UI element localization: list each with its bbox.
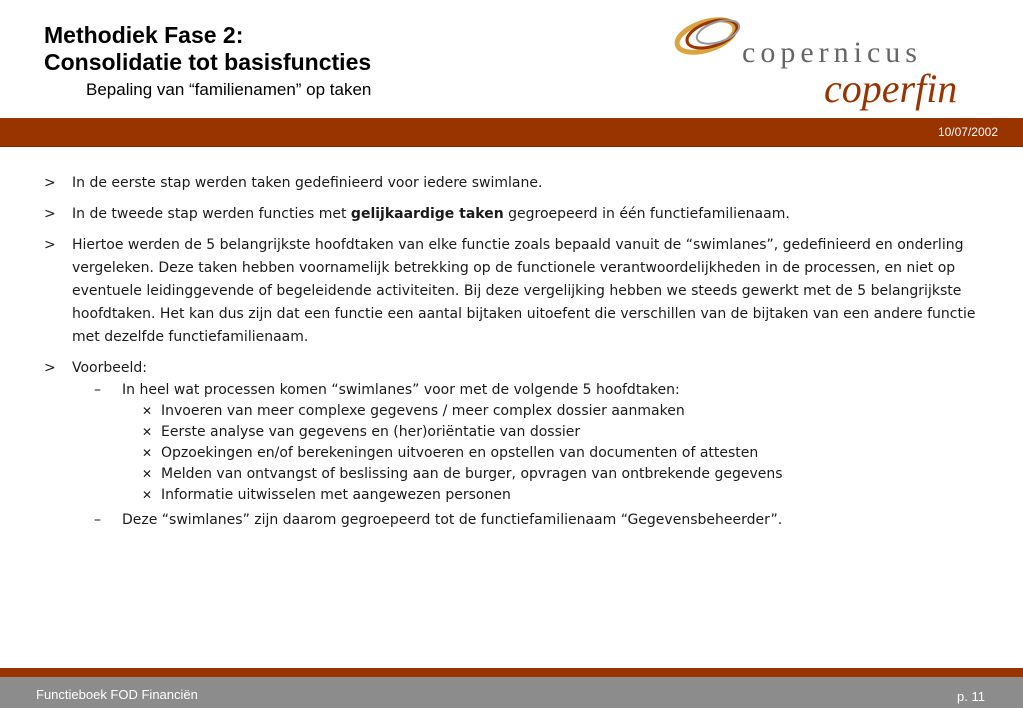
- task-text: Melden van ontvangst of beslissing aan de burger, opvragen van ontbrekende gegevens: [161, 466, 783, 482]
- bullet-text-bold: gelijkaardige taken: [350, 206, 504, 222]
- task-text: Invoeren van meer complexe gegevens / meer complex dossier aanmaken: [161, 403, 685, 419]
- logo-text-coperfin: coperfin: [824, 66, 958, 111]
- bullet-marker: >: [44, 237, 56, 253]
- task-text: Informatie uitwisselen met aangewezen personen: [161, 487, 511, 503]
- task-text: Opzoekingen en/of berekeningen uitvoeren en opstellen van documenten of attesten: [161, 445, 759, 461]
- copernicus-coperfin-logo: [672, 10, 1002, 115]
- footer-title: Functieboek FOD Financiën: [36, 687, 198, 702]
- slide-date: 10/07/2002: [937, 125, 998, 139]
- bullet-text-pre: In de tweede stap werden functies met: [72, 206, 351, 222]
- bullet-2: [44, 203, 994, 226]
- cross-icon: ✕: [142, 404, 153, 418]
- bullet-3: [44, 234, 994, 349]
- bullet-4: [44, 357, 994, 531]
- cross-icon: ✕: [142, 488, 153, 502]
- dash-marker: –: [94, 382, 101, 398]
- cross-icon: ✕: [142, 425, 153, 439]
- task-text: Eerste analyse van gegevens en (her)oriëntatie van dossier: [161, 424, 581, 440]
- bullet-text-post: gegroepeerd in één functiefamilienaam.: [503, 206, 790, 222]
- footer-bar: [0, 668, 1023, 708]
- bullet-marker: >: [44, 175, 56, 191]
- cross-icon: ✕: [142, 467, 153, 481]
- sub-bullet-text: In heel wat processen komen “swimlanes” voor met de volgende 5 hoofdtaken:: [122, 382, 680, 398]
- bullet-text: Hiertoe werden de 5 belangrijkste hoofdtaken van elke functie zoals bepaald vanuit de “swimlanes”, gedefinieerd en onderling vergeleken. Deze taken hebben voornamelijk betrekking op de functionele verantwoordelijkheden in de processen, en niet op eventuele leidinggevende of begeleidende activiteiten. Bij deze vergelijking hebben we steeds gewerkt met de 5 belangrijkste hoofdtaken. Het kan dus zijn dat een functie een aantal bijtaken uitoefent die verschillen van de bijtaken van een andere functie met dezelfde functiefamilienaam.: [72, 237, 976, 345]
- slide-subtitle: Bepaling van “familienamen” op taken: [86, 80, 372, 99]
- task-item: [44, 485, 994, 506]
- bullet-text: In de eerste stap werden taken gedefinieerd voor iedere swimlane.: [72, 175, 543, 191]
- bullet-marker: >: [44, 360, 56, 376]
- dash-marker: –: [94, 512, 101, 528]
- bullet-1: [44, 172, 994, 195]
- slide-title: [44, 22, 371, 76]
- sub-bullet-text: Deze “swimlanes” zijn daarom gegroepeerd tot de functiefamilienaam “Gegevensbeheerder”.: [122, 512, 783, 528]
- task-item: [44, 401, 994, 422]
- logo-text-copernicus: copernicus: [742, 36, 922, 69]
- bullet-marker: >: [44, 206, 56, 222]
- cross-icon: ✕: [142, 446, 153, 460]
- sub-bullet-2: [44, 510, 994, 531]
- page-number: p. 11: [957, 689, 985, 704]
- slide-content: [44, 172, 994, 531]
- task-item: [44, 464, 994, 485]
- title-line-1: Methodiek Fase 2:: [44, 22, 244, 48]
- task-item: [44, 422, 994, 443]
- title-line-2: Consolidatie tot basisfuncties: [44, 49, 372, 75]
- task-item: [44, 443, 994, 464]
- bullet-text: Voorbeeld:: [72, 360, 147, 376]
- header-bar: [0, 118, 1023, 147]
- swirl-mark-icon: [673, 13, 742, 58]
- sub-bullet-1: [44, 380, 994, 401]
